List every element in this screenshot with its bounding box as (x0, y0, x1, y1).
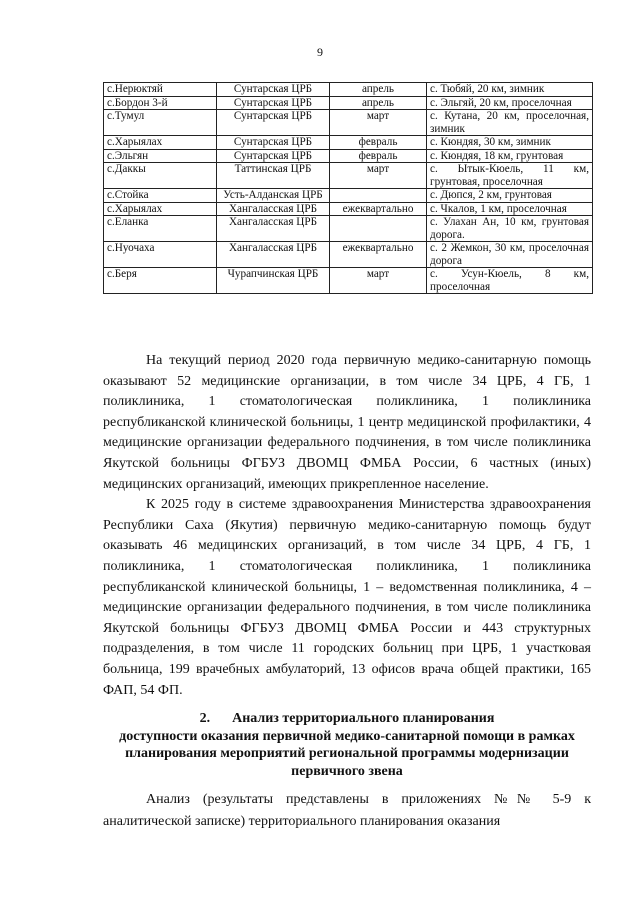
route-cell: с. Кутана, 20 км, проселочная, зимник (427, 110, 593, 136)
analysis-paragraph (103, 789, 591, 833)
table-row (104, 136, 593, 150)
settlement-cell: с.Еланка (104, 216, 217, 242)
organization-cell: Сунтарская ЦРБ (217, 149, 330, 163)
settlement-cell: с.Харыялах (104, 202, 217, 216)
route-cell: с. Чкалов, 1 км, проселочная (427, 202, 593, 216)
route-cell: с. 2 Жемкон, 30 км, проселочная дорога (427, 242, 593, 268)
organization-cell: Хангаласская ЦРБ (217, 216, 330, 242)
period-cell: апрель (330, 83, 427, 97)
section-heading (103, 710, 591, 780)
page-number: 9 (317, 45, 323, 59)
organization-cell: Сунтарская ЦРБ (217, 83, 330, 97)
settlements-table-body (104, 83, 593, 294)
settlement-cell: с.Нуочаха (104, 242, 217, 268)
table-row (104, 110, 593, 136)
table-row (104, 242, 593, 268)
route-cell: с. Ытык-Кюель, 11 км, грунтовая, проселочная (427, 163, 593, 189)
route-cell: с. Усун-Кюель, 8 км, проселочная (427, 268, 593, 294)
organization-cell: Усть-Алданская ЦРБ (217, 189, 330, 203)
section-title-rest: доступности оказания первичной медико-санитарной помощи в рамках планирования мероприятий региональной программы модернизации первичного звена (119, 728, 575, 779)
organization-cell: Хангаласская ЦРБ (217, 242, 330, 268)
table-row (104, 149, 593, 163)
organization-cell: Сунтарская ЦРБ (217, 110, 330, 136)
settlement-cell: с.Даккы (104, 163, 217, 189)
settlements-table (103, 82, 593, 294)
settlement-cell: с.Эльгян (104, 149, 217, 163)
section-heading-line1 (103, 710, 591, 728)
period-cell: март (330, 268, 427, 294)
body-paragraphs (103, 351, 591, 701)
table-row (104, 189, 593, 203)
period-cell: март (330, 163, 427, 189)
period-cell: март (330, 110, 427, 136)
table-row (104, 96, 593, 110)
period-cell (330, 216, 427, 242)
settlement-cell: с.Тумул (104, 110, 217, 136)
table-row (104, 216, 593, 242)
section-number: 2. (199, 711, 211, 726)
period-cell: ежеквартально (330, 242, 427, 268)
organization-cell: Сунтарская ЦРБ (217, 136, 330, 150)
settlement-cell: с.Стойка (104, 189, 217, 203)
paragraph-current-period: На текущий период 2020 года первичную медико-санитарную помощь оказывают 52 медицинские организации, в том числе 34 ЦРБ, 4 ГБ, 1 поликлиника, 1 стоматологическая поликлиника, 1 поликлиника республиканской клинической больницы, 1 центр медицинской профилактики, 4 медицинские организации федерального подчинения, в том числе поликлиника Якутской больницы ФГБУЗ ДВОМЦ ФМБА России, 6 частных (иных) медицинских организаций, имеющих прикрепленное население. (103, 353, 591, 492)
table-row (104, 163, 593, 189)
period-cell: февраль (330, 149, 427, 163)
route-cell: с. Кюндяя, 30 км, зимник (427, 136, 593, 150)
paragraph-analysis: Анализ (результаты представлены в приложениях №№ 5-9 к аналитической записке) территориального планирования оказания (103, 792, 591, 829)
table-row (104, 268, 593, 294)
route-cell: с. Эльгяй, 20 км, проселочная (427, 96, 593, 110)
period-cell: ежеквартально (330, 202, 427, 216)
period-cell (330, 189, 427, 203)
section-title-line1: Анализ территориального планирования (232, 711, 495, 726)
route-cell: с. Улахан Ан, 10 км, грунтовая дорога. (427, 216, 593, 242)
route-cell: с. Тюбяй, 20 км, зимник (427, 83, 593, 97)
organization-cell: Чурапчинская ЦРБ (217, 268, 330, 294)
period-cell: февраль (330, 136, 427, 150)
settlement-cell: с.Нерюктяй (104, 83, 217, 97)
settlement-cell: с.Бордон 3-й (104, 96, 217, 110)
table-row (104, 83, 593, 97)
settlement-cell: с.Харыялах (104, 136, 217, 150)
settlement-cell: с.Беря (104, 268, 217, 294)
table-row (104, 202, 593, 216)
route-cell: с. Дюпся, 2 км, грунтовая (427, 189, 593, 203)
organization-cell: Таттинская ЦРБ (217, 163, 330, 189)
paragraph-2025-plan: К 2025 году в системе здравоохранения Министерства здравоохранения Республики Саха (Якутия) первичную медико-санитарную помощь будут оказывать 46 медицинских организаций, в том числе 34 ЦРБ, 4 ГБ, 1 поликлиника, 1 стоматологическая поликлиника, 1 поликлиника республиканской клинической больницы, 1 – ведомственная поликлиника, 4 – медицинские организации федерального подчинения, в том числе поликлиника Якутской больницы ФГБУЗ ДВОМЦ ФМБА России и 443 структурных подразделения, в том числе 11 городских больниц при ЦРБ, 1 участковая больница, 199 врачебных амбулаторий, 13 офисов врача общей практики, 165 ФАП, 54 ФП. (103, 497, 591, 698)
period-cell: апрель (330, 96, 427, 110)
organization-cell: Сунтарская ЦРБ (217, 96, 330, 110)
organization-cell: Хангаласская ЦРБ (217, 202, 330, 216)
route-cell: с. Кюндяя, 18 км, грунтовая (427, 149, 593, 163)
